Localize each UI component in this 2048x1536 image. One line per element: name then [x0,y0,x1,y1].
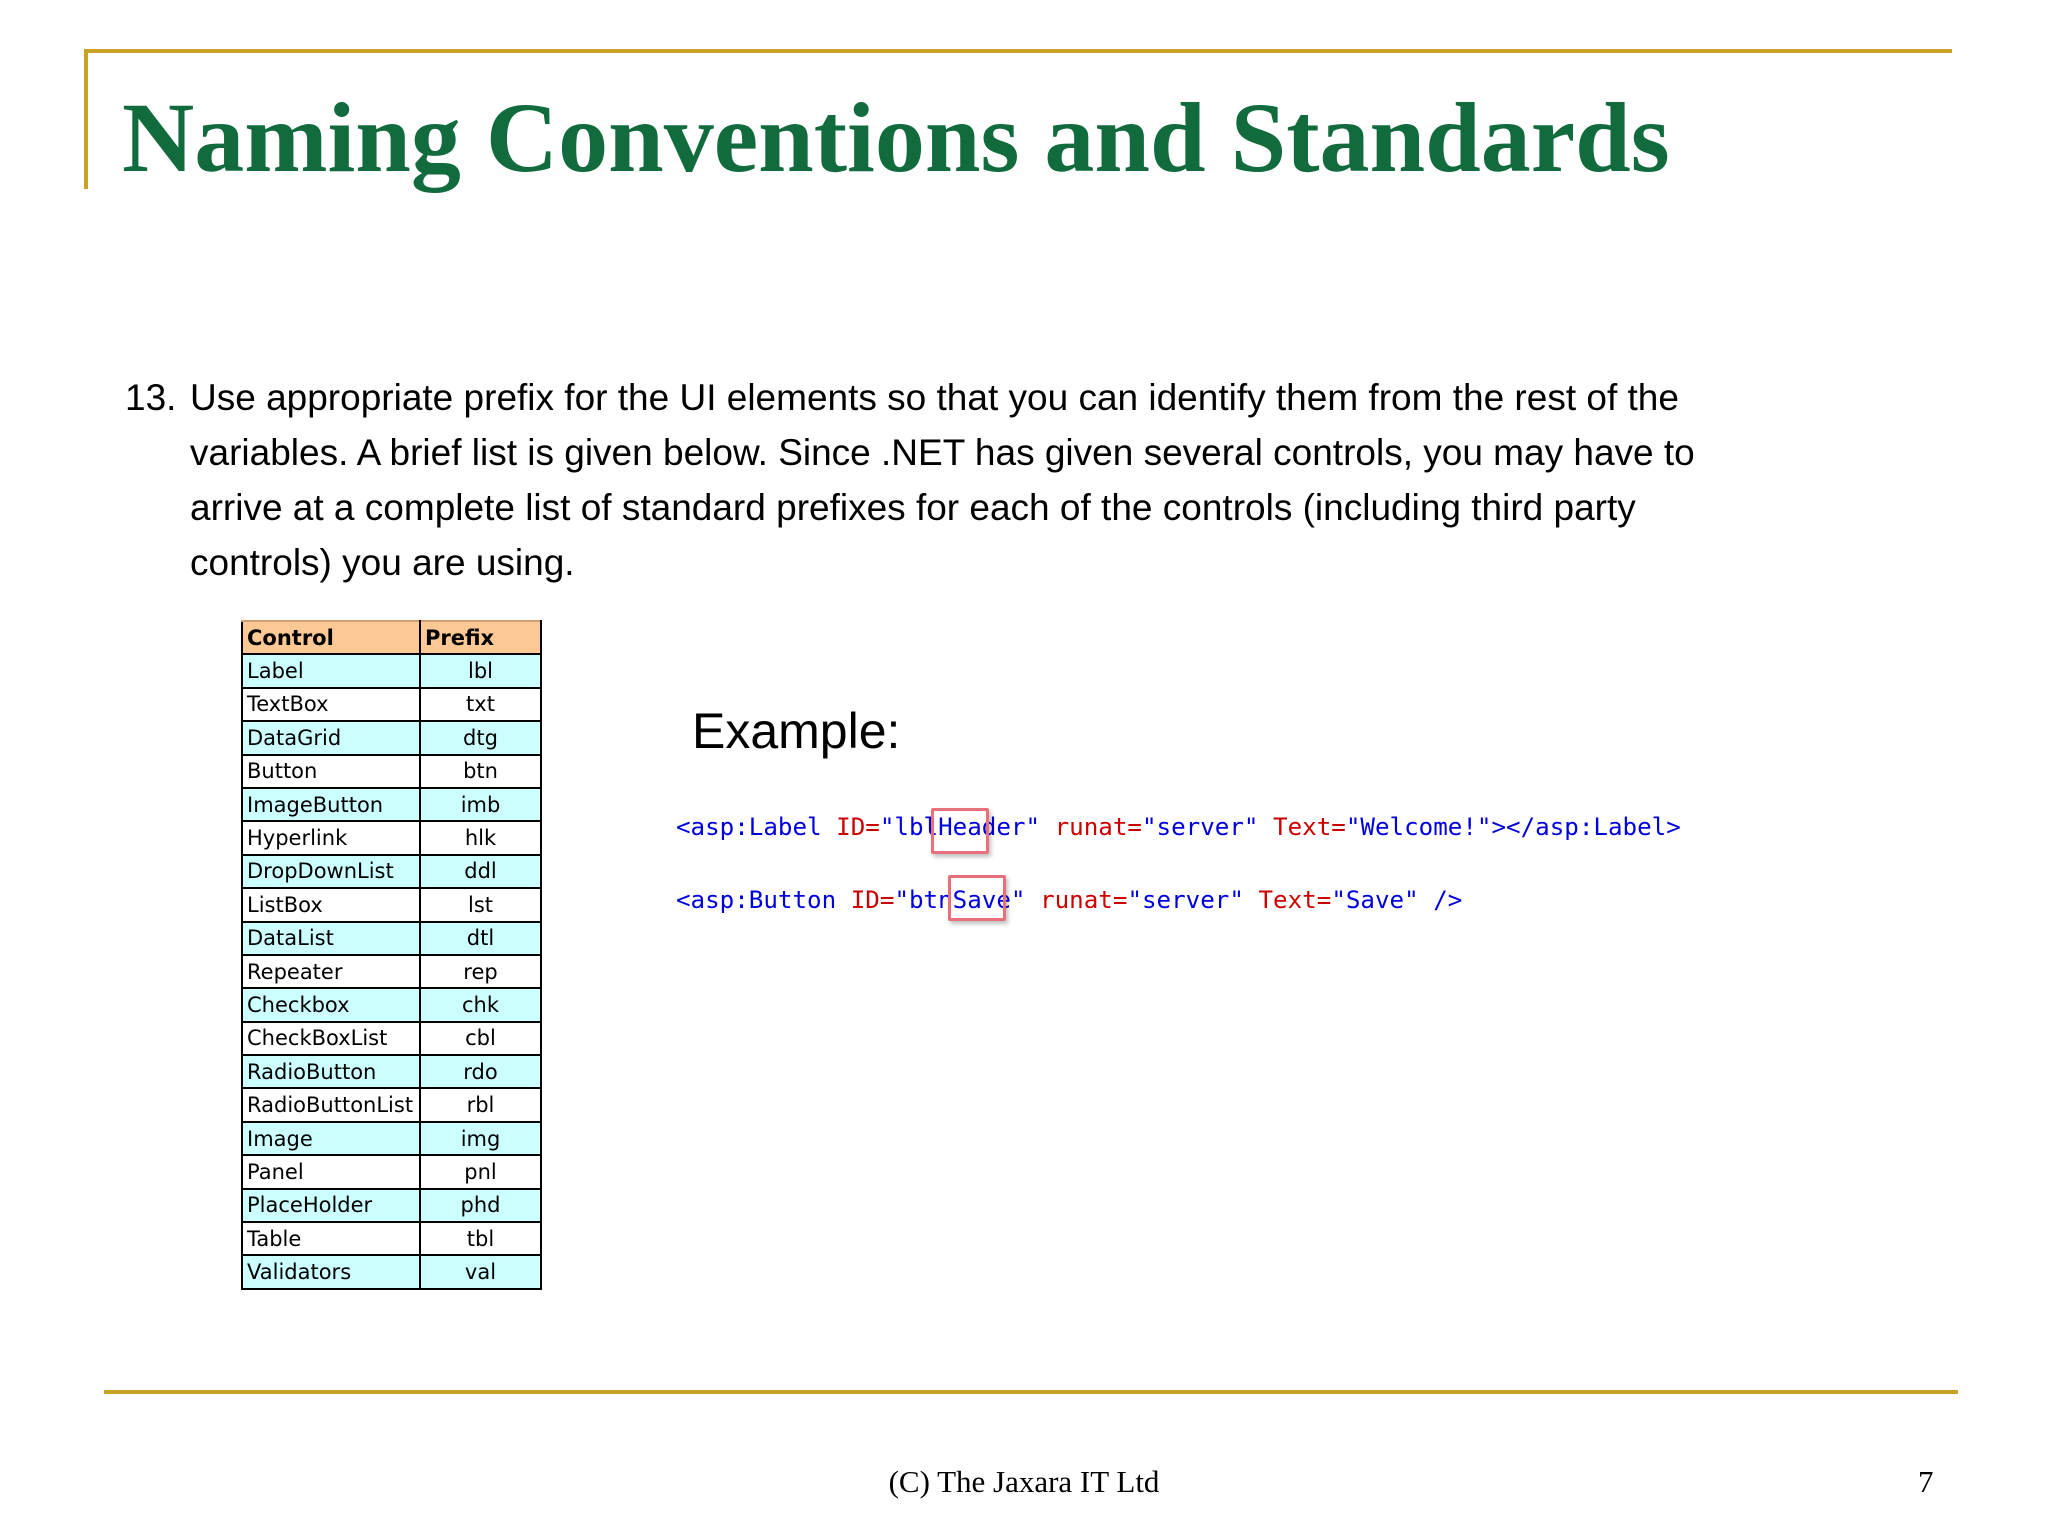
prefix-cell: dtl [420,922,541,955]
prefix-cell: txt [420,688,541,721]
prefix-cell: dtg [420,721,541,754]
code-attr-text: Text= [1258,813,1346,841]
control-name-cell: Label [242,654,420,687]
table-row [242,654,541,687]
table-row [242,821,541,854]
control-name-cell: CheckBoxList [242,1022,420,1055]
prefix-cell: hlk [420,821,541,854]
column-header-prefix: Prefix [420,621,541,654]
code-value-runat: "server" [1127,886,1244,914]
prefix-highlight-btn [948,875,1006,921]
control-name-cell: Checkbox [242,988,420,1021]
example-label: Example: [692,703,901,759]
prefix-highlight-lbl [931,808,989,854]
footer-copyright: (C) The Jaxara IT Ltd [888,1464,1160,1499]
page-number: 7 [1918,1464,1934,1499]
item-paragraph [125,370,1765,590]
code-attr-runat: runat= [1025,886,1128,914]
control-name-cell: Table [242,1222,420,1255]
control-name-cell: RadioButtonList [242,1088,420,1121]
control-name-cell: Button [242,755,420,788]
left-rule [84,49,88,189]
control-name-cell: ImageButton [242,788,420,821]
prefix-cell: ddl [420,855,541,888]
code-line-button [676,883,1462,917]
table-row [242,855,541,888]
prefix-cell: phd [420,1189,541,1222]
code-line-label [676,810,1681,844]
code-tag-open: <asp:Label [676,813,822,841]
table-body [242,654,541,1288]
slide-title: Naming Conventions and Standards [122,82,1670,193]
table-header-row [242,621,541,654]
table-row [242,1055,541,1088]
code-value-text: "Welcome!" [1345,813,1492,841]
prefix-table [241,620,542,1290]
prefix-cell: rbl [420,1088,541,1121]
control-name-cell: Hyperlink [242,821,420,854]
table-row [242,688,541,721]
code-value-text: "Save" [1331,886,1419,914]
code-value-id: "lblHeader" [879,813,1041,841]
table-row [242,1088,541,1121]
control-name-cell: Panel [242,1155,420,1188]
prefix-cell: rep [420,955,541,988]
table-row [242,1255,541,1288]
table-row [242,788,541,821]
prefix-cell: chk [420,988,541,1021]
bottom-rule [104,1390,1958,1394]
prefix-cell: rdo [420,1055,541,1088]
table-row [242,1022,541,1055]
control-name-cell: PlaceHolder [242,1189,420,1222]
code-tag-close: ></asp:Label> [1491,813,1681,841]
prefix-cell: val [420,1255,541,1288]
prefix-cell: lst [420,888,541,921]
code-attr-id: ID= [821,813,880,841]
column-header-control: Control [242,621,420,654]
table-row [242,1122,541,1155]
item-text: Use appropriate prefix for the UI elements so that you can identify them from the rest of the variables. A brief list is given below. Since .NET has given several controls, you may have to arrive at a complete list of standard prefixes for each of the controls (including third party controls) you are using. [190,377,1695,583]
prefix-cell: img [420,1122,541,1155]
table-row [242,888,541,921]
control-name-cell: DropDownList [242,855,420,888]
code-value-id: "btnSave" [894,886,1026,914]
code-attr-id: ID= [836,886,895,914]
control-name-cell: Validators [242,1255,420,1288]
code-value-runat: "server" [1142,813,1259,841]
control-name-cell: Image [242,1122,420,1155]
table-row [242,1189,541,1222]
prefix-cell: pnl [420,1155,541,1188]
table-row [242,955,541,988]
prefix-cell: cbl [420,1022,541,1055]
table-row [242,1222,541,1255]
prefix-cell: imb [420,788,541,821]
control-name-cell: DataGrid [242,721,420,754]
control-name-cell: ListBox [242,888,420,921]
prefix-cell: btn [420,755,541,788]
table-row [242,922,541,955]
prefix-cell: tbl [420,1222,541,1255]
code-attr-text: Text= [1243,886,1332,914]
table-row [242,721,541,754]
code-tag-close: /> [1418,886,1463,914]
control-name-cell: DataList [242,922,420,955]
prefix-cell: lbl [420,654,541,687]
code-attr-runat: runat= [1040,813,1142,841]
table-row [242,755,541,788]
top-rule [84,49,1952,53]
control-name-cell: Repeater [242,955,420,988]
code-tag-open: <asp:Button [676,886,837,914]
control-name-cell: RadioButton [242,1055,420,1088]
item-number: 13. [125,377,177,418]
table-row [242,988,541,1021]
control-name-cell: TextBox [242,688,420,721]
table-row [242,1155,541,1188]
